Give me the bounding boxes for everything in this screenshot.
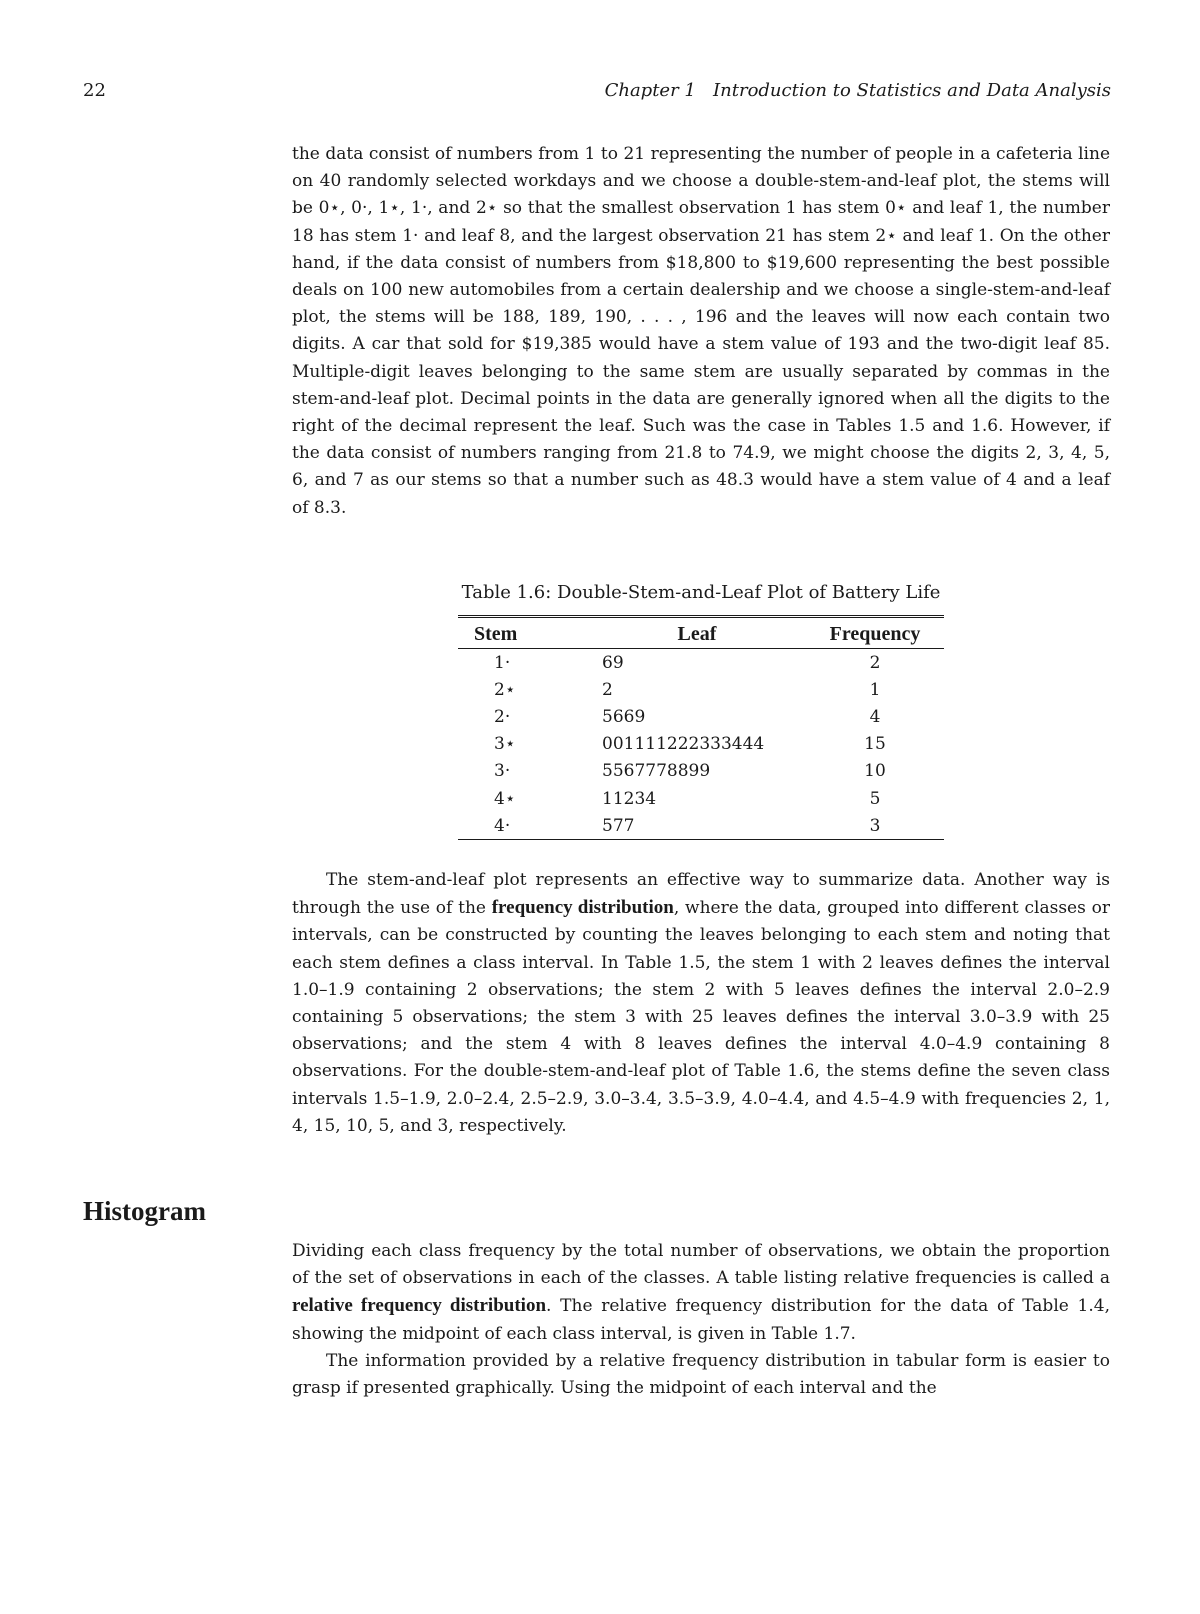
running-header bbox=[0, 80, 1200, 110]
table-row bbox=[458, 812, 944, 840]
cell-frequency: 10 bbox=[864, 761, 886, 782]
body-paragraph: The information provided by a relative frequency distribution in tabular form is easier to grasp if presented graphically. Using the midpoint of each interval and the bbox=[292, 1350, 1110, 1399]
key-term: relative frequency distribution bbox=[292, 1295, 547, 1317]
body-paragraph bbox=[292, 867, 1110, 1140]
cell-stem: 4⋆ bbox=[494, 788, 516, 809]
running-title: Chapter 1 Introduction to Statistics and Data Analysis bbox=[604, 80, 1111, 101]
cell-leaf: 11234 bbox=[602, 788, 657, 809]
text-run: Dividing each class frequency by the total number of observations, we obtain the proportion of the set of observations in each of the classes. A table listing relative frequencies is called a bbox=[292, 1241, 1110, 1289]
cell-frequency: 2 bbox=[869, 652, 881, 673]
stem-leaf-table bbox=[458, 615, 944, 840]
table-row bbox=[458, 703, 944, 730]
table-row bbox=[458, 649, 944, 677]
table-row bbox=[458, 731, 944, 758]
cell-leaf: 2 bbox=[602, 679, 613, 700]
table-row bbox=[458, 676, 944, 703]
paragraph-stem-explanation bbox=[292, 141, 1110, 522]
cell-stem: 3· bbox=[494, 761, 511, 782]
cell-leaf: 69 bbox=[602, 652, 624, 673]
cell-stem: 2· bbox=[494, 706, 511, 727]
cell-stem: 1· bbox=[494, 652, 511, 673]
cell-frequency: 1 bbox=[869, 679, 881, 700]
key-term: frequency distribution bbox=[491, 897, 674, 919]
table-caption: Table 1.6: Double-Stem-and-Leaf Plot of Battery Life bbox=[461, 582, 941, 603]
cell-leaf: 577 bbox=[602, 815, 635, 836]
cell-frequency: 3 bbox=[869, 815, 881, 836]
cell-stem: 2⋆ bbox=[494, 679, 516, 700]
body-paragraph: the data consist of numbers from 1 to 21 representing the number of people in a cafeteria line on 40 randomly selected workdays and we choose a double-stem-and-leaf plot, the stems will be 0⋆, 0·, 1⋆, 1·, and 2⋆ so that the smallest observation 1 has stem 0⋆ and leaf 1, the number 18 has stem 1· and leaf 8, and the largest observation 21 has stem 2⋆ and leaf 1. On the other hand, if the data consist of numbers from $18,800 to $19,600 representing the best possible deals on 100 new automobiles from a certain dealership and we choose a single-stem-and-leaf plot, the stems will be 188, 189, 190, . . . , 196 and the leaves will now each contain two digits. A car that sold for $19,385 would have a stem value of 193 and the two-digit leaf 85. Multiple-digit leaves belonging to the same stem are usually separated by commas in the stem-and-leaf plot. Decimal points in the data are generally ignored when all the digits to the right of the decimal represent the leaf. Such was the case in Tables 1.5 and 1.6. However, if the data consist of numbers ranging from 21.8 to 74.9, we might choose the digits 2, 3, 4, 5, 6, and 7 as our stems so that a number such as 48.3 would have a stem value of 4 and a leaf of 8.3. bbox=[292, 144, 1110, 518]
header-stem: Stem bbox=[458, 617, 588, 649]
paragraph-frequency-distribution bbox=[292, 867, 1110, 1140]
cell-leaf: 001111222333444 bbox=[602, 734, 765, 755]
cell-leaf: 5567778899 bbox=[602, 761, 711, 782]
text-run: The stem-and-leaf plot represents an effective way to summarize data. Another way is through the use of the bbox=[292, 870, 1110, 919]
cell-frequency: 4 bbox=[869, 706, 881, 727]
paragraph-relative-frequency bbox=[292, 1238, 1110, 1402]
text-run: , where the data, grouped into different classes or intervals, can be constructed by counting the leaves belonging to each stem and noting that each stem defines a class interval. In Table 1.5, the stem 1 with 2 leaves defines the interval 1.0–1.9 containing 2 observations; the stem 2 with 5 leaves defines the interval 2.0–2.9 containing 5 observations; the stem 3 with 25 leaves defines the interval 3.0–3.9 with 25 observations; and the stem 4 with 8 leaves defines the interval 4.0–4.9 containing 8 observations. For the double-stem-and-leaf plot of Table 1.6, the stems define the seven class intervals 1.5–1.9, 2.0–2.4, 2.5–2.9, 3.0–3.4, 3.5–3.9, 4.0–4.4, and 4.5–4.9 with frequencies 2, 1, 4, 15, 10, 5, and 3, respectively. bbox=[292, 898, 1110, 1136]
text-run: . The relative frequency distribution for the data of Table 1.4, showing the midpoint of each class interval, is given in Table 1.7. bbox=[292, 1296, 1110, 1344]
table-body bbox=[458, 649, 944, 840]
page-number: 22 bbox=[83, 80, 106, 101]
header-frequency: Frequency bbox=[806, 617, 944, 649]
table-header-row bbox=[458, 617, 944, 649]
table-row bbox=[458, 785, 944, 812]
cell-stem: 3⋆ bbox=[494, 734, 516, 755]
cell-frequency: 15 bbox=[864, 734, 886, 755]
body-paragraph bbox=[292, 1238, 1110, 1348]
table-block bbox=[292, 582, 1110, 840]
header-leaf: Leaf bbox=[588, 617, 806, 649]
cell-leaf: 5669 bbox=[602, 706, 646, 727]
cell-frequency: 5 bbox=[869, 788, 881, 809]
table-row bbox=[458, 758, 944, 785]
section-heading: Histogram bbox=[83, 1196, 206, 1226]
cell-stem: 4· bbox=[494, 815, 511, 836]
